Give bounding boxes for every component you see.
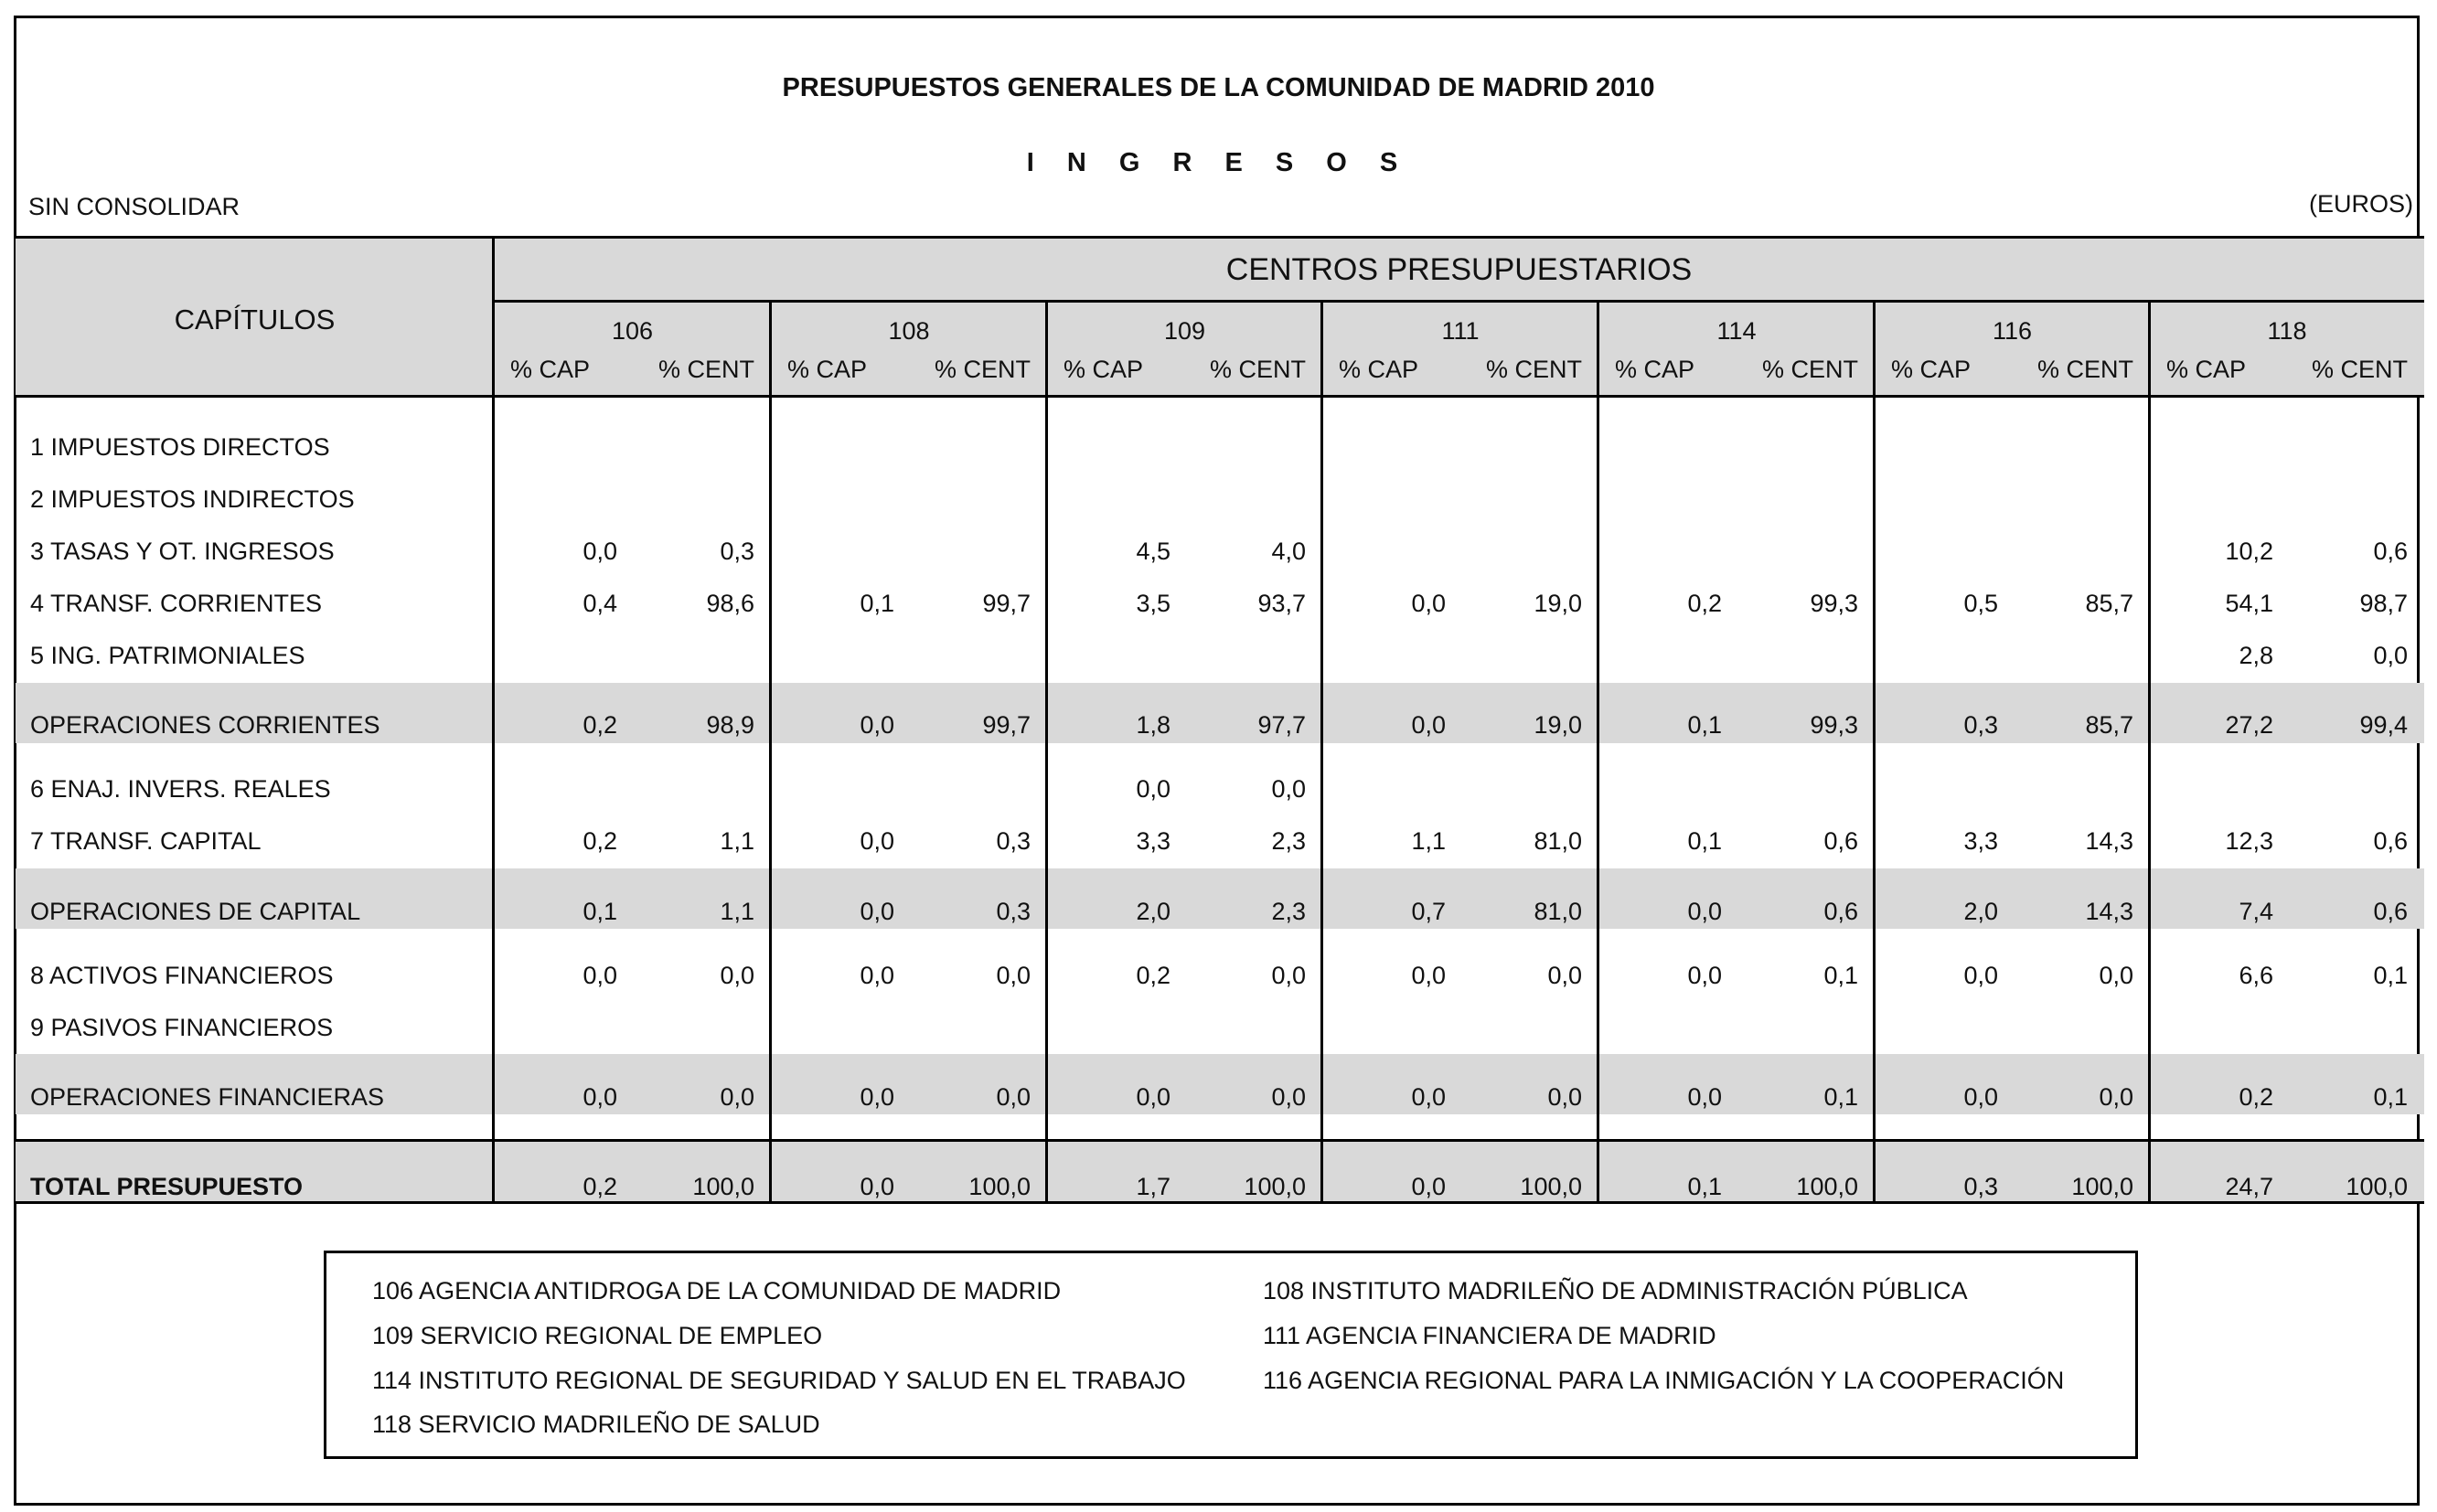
cell-pct-cent: 85,7	[2085, 711, 2133, 739]
centers-legend	[324, 1251, 2138, 1459]
cell-pct-cap: 0,7	[1411, 898, 1446, 925]
cell-pct-cap: 0,0	[1411, 962, 1446, 989]
row-label: 6 ENAJ. INVERS. REALES	[30, 775, 331, 803]
cell-pct-cap: 0,0	[1411, 711, 1446, 739]
cell-pct-cent: 19,0	[1534, 711, 1582, 739]
subtotal-row-label: OPERACIONES DE CAPITAL	[30, 898, 361, 925]
cell-pct-cap: 0,3	[1963, 711, 1998, 739]
cell-pct-cap: 0,0	[583, 1083, 617, 1111]
cell-pct-cent: 14,3	[2085, 898, 2133, 925]
center-code-header: 116	[1992, 317, 2033, 345]
cell-pct-cent: 100,0	[968, 1173, 1031, 1200]
center-code-header: 109	[1163, 317, 1206, 345]
subtotal-row-label: OPERACIONES CORRIENTES	[30, 711, 380, 739]
cell-pct-cent: 98,9	[706, 711, 754, 739]
cell-pct-cent: 0,0	[1547, 1083, 1582, 1111]
cell-pct-cap: 1,7	[1136, 1173, 1170, 1200]
column-rule	[492, 236, 495, 1204]
cell-pct-cent: 0,0	[1271, 962, 1306, 989]
sub-header-pct-cap: % CAP	[2166, 356, 2247, 383]
cell-pct-cent: 0,6	[2373, 898, 2408, 925]
row-header-capitulos: CAPÍTULOS	[174, 303, 336, 335]
sub-header-pct-cap: % CAP	[1339, 356, 1419, 383]
legend-item: 109 SERVICIO REGIONAL DE EMPLEO	[372, 1322, 823, 1349]
cell-pct-cap: 0,2	[1687, 590, 1722, 617]
cell-pct-cent: 99,3	[1810, 711, 1858, 739]
sub-header-pct-cent: % CENT	[934, 356, 1031, 383]
column-rule	[769, 303, 772, 1204]
cell-pct-cap: 0,1	[1687, 1173, 1722, 1200]
cell-pct-cent: 0,0	[996, 1083, 1031, 1111]
cell-pct-cap: 0,2	[583, 711, 617, 739]
cell-pct-cent: 100,0	[2071, 1173, 2133, 1200]
cell-pct-cap: 0,0	[860, 962, 894, 989]
cell-pct-cent: 97,7	[1257, 711, 1306, 739]
cell-pct-cent: 0,6	[2373, 538, 2408, 565]
cell-pct-cent: 19,0	[1534, 590, 1582, 617]
cell-pct-cap: 6,6	[2239, 962, 2273, 989]
row-label: 2 IMPUESTOS INDIRECTOS	[30, 485, 355, 513]
table-rule	[16, 395, 2424, 398]
cell-pct-cap: 3,3	[1136, 827, 1170, 855]
sub-header-pct-cent: % CENT	[1485, 356, 1582, 383]
table-rule	[16, 1139, 2424, 1142]
sub-header-pct-cap: % CAP	[1615, 356, 1695, 383]
cell-pct-cap: 0,1	[1687, 827, 1722, 855]
cell-pct-cap: 0,2	[583, 1173, 617, 1200]
row-label: 3 TASAS Y OT. INGRESOS	[30, 538, 335, 565]
table-rule	[16, 236, 2424, 239]
cell-pct-cent: 99,4	[2359, 711, 2408, 739]
cell-pct-cent: 0,1	[1823, 962, 1858, 989]
cell-pct-cent: 93,7	[1257, 590, 1306, 617]
legend-item: 118 SERVICIO MADRILEÑO DE SALUD	[372, 1411, 820, 1438]
cell-pct-cap: 0,0	[1687, 898, 1722, 925]
sub-header-pct-cap: % CAP	[787, 356, 868, 383]
total-row-label: TOTAL PRESUPUESTO	[30, 1173, 304, 1200]
cell-pct-cent: 100,0	[1244, 1173, 1306, 1200]
cell-pct-cap: 1,1	[1411, 827, 1446, 855]
center-code-header: 118	[2267, 317, 2307, 345]
column-rule	[1597, 303, 1599, 1204]
cell-pct-cap: 0,0	[860, 1173, 894, 1200]
cell-pct-cap: 54,1	[2225, 590, 2273, 617]
cell-pct-cent: 100,0	[1796, 1173, 1858, 1200]
cell-pct-cap: 0,0	[1963, 1083, 1998, 1111]
column-rule	[1045, 303, 1048, 1204]
column-rule	[1320, 303, 1323, 1204]
row-label: 7 TRANSF. CAPITAL	[30, 827, 262, 855]
cell-pct-cent: 14,3	[2085, 827, 2133, 855]
cell-pct-cent: 1,1	[720, 898, 754, 925]
cell-pct-cent: 0,3	[720, 538, 754, 565]
cell-pct-cent: 98,6	[706, 590, 754, 617]
group-header-centros: CENTROS PRESUPUESTARIOS	[1225, 252, 1693, 287]
cell-pct-cent: 0,3	[996, 898, 1031, 925]
cell-pct-cap: 4,5	[1136, 538, 1170, 565]
cell-pct-cent: 0,0	[1271, 1083, 1306, 1111]
cell-pct-cent: 85,7	[2085, 590, 2133, 617]
cell-pct-cap: 0,0	[860, 711, 894, 739]
center-code-header: 106	[611, 317, 654, 345]
cell-pct-cent: 0,3	[996, 827, 1031, 855]
cell-pct-cap: 7,4	[2239, 898, 2273, 925]
cell-pct-cap: 0,0	[1411, 590, 1446, 617]
legend-item: 108 INSTITUTO MADRILEÑO DE ADMINISTRACIÓN PÚBLICA	[1263, 1277, 1968, 1304]
legend-item: 116 AGENCIA REGIONAL PARA LA INMIGACIÓN Y LA COOPERACIÓN	[1263, 1367, 2065, 1394]
cell-pct-cap: 0,1	[583, 898, 617, 925]
cell-pct-cap: 0,1	[860, 590, 894, 617]
cell-pct-cent: 100,0	[1520, 1173, 1582, 1200]
sub-header-pct-cent: % CENT	[1209, 356, 1306, 383]
cell-pct-cap: 0,2	[583, 827, 617, 855]
sub-header-pct-cent: % CENT	[1761, 356, 1858, 383]
cell-pct-cap: 12,3	[2225, 827, 2273, 855]
units-label: (EUROS)	[2309, 190, 2413, 218]
cell-pct-cap: 0,1	[1687, 711, 1722, 739]
cell-pct-cent: 0,0	[720, 1083, 754, 1111]
cell-pct-cent: 100,0	[2346, 1173, 2408, 1200]
cell-pct-cent: 0,0	[1547, 962, 1582, 989]
cell-pct-cap: 27,2	[2225, 711, 2273, 739]
row-label: 8 ACTIVOS FINANCIEROS	[30, 962, 334, 989]
cell-pct-cap: 0,2	[2239, 1083, 2273, 1111]
cell-pct-cent: 0,1	[2373, 962, 2408, 989]
row-label: 1 IMPUESTOS DIRECTOS	[30, 433, 330, 461]
cell-pct-cent: 0,0	[996, 962, 1031, 989]
cell-pct-cent: 0,0	[2373, 642, 2408, 669]
cell-pct-cap: 0,3	[1963, 1173, 1998, 1200]
cell-pct-cent: 0,6	[1823, 898, 1858, 925]
cell-pct-cap: 0,0	[860, 1083, 894, 1111]
cell-pct-cent: 0,0	[2099, 962, 2133, 989]
center-code-header: 111	[1441, 317, 1480, 345]
row-label: 9 PASIVOS FINANCIEROS	[30, 1014, 334, 1041]
legend-item: 106 AGENCIA ANTIDROGA DE LA COMUNIDAD DE MADRID	[372, 1277, 1062, 1304]
sub-header-pct-cap: % CAP	[1064, 356, 1144, 383]
cell-pct-cap: 2,0	[1963, 898, 1998, 925]
cell-pct-cap: 0,0	[1136, 775, 1170, 803]
center-code-header: 108	[888, 317, 930, 345]
cell-pct-cent: 99,3	[1810, 590, 1858, 617]
center-code-header: 114	[1716, 317, 1757, 345]
cell-pct-cent: 0,1	[1823, 1083, 1858, 1111]
sub-header-pct-cent: % CENT	[2311, 356, 2408, 383]
cell-pct-cent: 4,0	[1271, 538, 1306, 565]
cell-pct-cent: 0,0	[720, 962, 754, 989]
sub-header-pct-cent: % CENT	[2036, 356, 2133, 383]
page-title: PRESUPUESTOS GENERALES DE LA COMUNIDAD DE MADRID 2010	[782, 73, 1655, 102]
cell-pct-cap: 0,0	[1963, 962, 1998, 989]
cell-pct-cent: 0,6	[1823, 827, 1858, 855]
cell-pct-cent: 0,6	[2373, 827, 2408, 855]
cell-pct-cap: 0,5	[1963, 590, 1998, 617]
cell-pct-cent: 0,0	[1271, 775, 1306, 803]
scope-label: SIN CONSOLIDAR	[28, 193, 240, 220]
cell-pct-cap: 3,5	[1136, 590, 1170, 617]
cell-pct-cap: 0,0	[1687, 962, 1722, 989]
cell-pct-cap: 0,0	[1411, 1083, 1446, 1111]
cell-pct-cap: 0,0	[583, 538, 617, 565]
subtotal-row-label: OPERACIONES FINANCIERAS	[30, 1083, 385, 1111]
cell-pct-cap: 3,3	[1963, 827, 1998, 855]
legend-item: 111 AGENCIA FINANCIERA DE MADRID	[1263, 1322, 1716, 1349]
column-rule	[1873, 303, 1876, 1204]
legend-item: 114 INSTITUTO REGIONAL DE SEGURIDAD Y SALUD EN EL TRABAJO	[372, 1367, 1186, 1394]
cell-pct-cap: 0,0	[860, 898, 894, 925]
row-label: 5 ING. PATRIMONIALES	[30, 642, 305, 669]
cell-pct-cent: 98,7	[2359, 590, 2408, 617]
cell-pct-cap: 0,0	[1411, 1173, 1446, 1200]
cell-pct-cent: 99,7	[982, 711, 1031, 739]
cell-pct-cap: 1,8	[1136, 711, 1170, 739]
cell-pct-cent: 100,0	[692, 1173, 754, 1200]
column-rule	[2148, 303, 2151, 1204]
cell-pct-cap: 0,2	[1136, 962, 1170, 989]
cell-pct-cent: 0,0	[2099, 1083, 2133, 1111]
cell-pct-cap: 2,8	[2239, 642, 2273, 669]
cell-pct-cent: 81,0	[1534, 898, 1582, 925]
table-rule	[16, 1201, 2424, 1204]
cell-pct-cap: 0,0	[1687, 1083, 1722, 1111]
cell-pct-cap: 24,7	[2225, 1173, 2273, 1200]
cell-pct-cap: 0,4	[583, 590, 617, 617]
cell-pct-cent: 2,3	[1271, 827, 1306, 855]
row-label: 4 TRANSF. CORRIENTES	[30, 590, 323, 617]
page-subtitle: I N G R E S O S	[1026, 148, 1411, 177]
cell-pct-cent: 0,1	[2373, 1083, 2408, 1111]
sub-header-pct-cap: % CAP	[1891, 356, 1972, 383]
header-sub-rule	[494, 300, 2424, 303]
sub-header-pct-cent: % CENT	[657, 356, 754, 383]
cell-pct-cap: 0,0	[1136, 1083, 1170, 1111]
cell-pct-cap: 2,0	[1136, 898, 1170, 925]
cell-pct-cap: 0,0	[583, 962, 617, 989]
cell-pct-cent: 2,3	[1271, 898, 1306, 925]
cell-pct-cent: 1,1	[720, 827, 754, 855]
sub-header-pct-cap: % CAP	[510, 356, 591, 383]
cell-pct-cent: 81,0	[1534, 827, 1582, 855]
cell-pct-cap: 10,2	[2225, 538, 2273, 565]
cell-pct-cent: 99,7	[982, 590, 1031, 617]
cell-pct-cap: 0,0	[860, 827, 894, 855]
